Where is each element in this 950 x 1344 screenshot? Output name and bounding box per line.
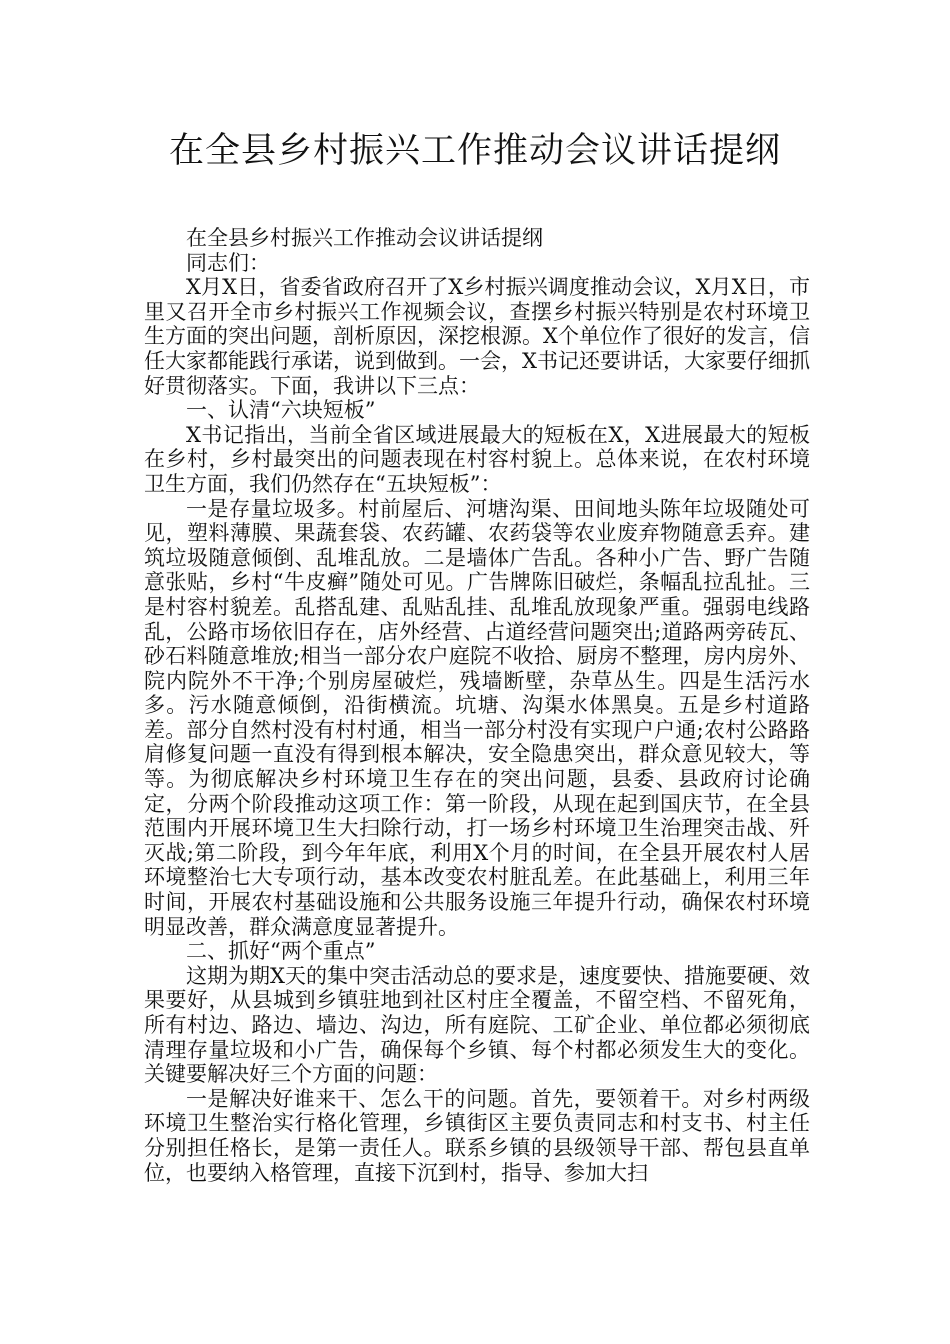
salutation: 同志们： — [186, 250, 270, 275]
body-heading: 在全县乡村振兴工作推动会议讲话提纲 — [186, 226, 543, 250]
document-title: 在全县乡村振兴工作推动会议讲话提纲 — [168, 131, 781, 171]
section-1-paragraph-1: X书记指出，当前全省区域进展最大的短板在X，X进展最大的短板在乡村，乡村最突出的问题表现在村容村貌上。总体来说，在农村环境卫生方面，我们仍然存在“五块短板”： — [144, 422, 810, 496]
section-1-paragraph-2: 一是存量垃圾多。村前屋后、河塘沟渠、田间地头陈年垃圾随处可见，塑料薄膜、果蔬套袋、农药罐、农药袋等农业废弃物随意丢弃。建筑垃圾随意倾倒、乱堆乱放。二是墙体广告乱。各种小广告、野广告随意张贴，乡村“牛皮癣”随处可见。广告牌陈旧破烂，条幅乱拉乱扯。三是村容村貌差。乱搭乱建、乱贴乱挂、乱堆乱放现象严重。强弱电线路乱，公路市场依旧存在，店外经营、占道经营问题突出;道路两旁砖瓦、砂石料随意堆放;相当一部分农户庭院不收拾、厨房不整理，房内房外、院内院外不干净;个别房屋破烂，残墙断壁，杂草丛生。四是生活污水多。污水随意倾倒，沿街横流。坑塘、沟渠水体黑臭。五是乡村道路差。部分自然村没有村村通，相当一部分村没有实现户户通;农村公路路肩修复问题一直没有得到根本解决，安全隐患突出，群众意见较大，等等。为彻底解决乡村环境卫生存在的突出问题，县委、县政府讨论确定，分两个阶段推动这项工作：第一阶段，从现在起到国庆节，在全县范围内开展环境卫生大扫除行动，打一场乡村环境卫生治理突击战、歼灭战;第二阶段，到今年年底，利用X个月的时间，在全县开展农村人居环境整治七大专项行动，基本改变农村脏乱差。在此基础上，利用三年时间，开展农村基础设施和公共服务设施三年提升行动，确保农村环境明显改善，群众满意度显著提升。 — [144, 496, 810, 939]
section-heading-1: 一、认清“六块短板” — [186, 398, 376, 423]
section-heading-2: 二、抓好“两个重点” — [186, 939, 376, 964]
document-body — [144, 226, 810, 1185]
intro-paragraph: X月X日，省委省政府召开了X乡村振兴调度推动会议，X月X日，市里又召开全市乡村振兴工作视频会议，查摆乡村振兴特别是农村环境卫生方面的突出问题，剖析原因，深挖根源。X个单位作了很好的发言，信任大家都能践行承诺，说到做到。一会，X书记还要讲话，大家要仔细抓好贯彻落实。下面，我讲以下三点： — [144, 275, 810, 398]
section-2-paragraph-1: 这期为期X天的集中突击活动总的要求是，速度要快、措施要硬、效果要好，从县城到乡镇驻地到社区村庄全覆盖，不留空档、不留死角，所有村边、路边、墙边、沟边，所有庭院、工矿企业、单位都必须彻底清理存量垃圾和小广告，确保每个乡镇、每个村都必须发生大的变化。关键要解决好三个方面的问题： — [144, 963, 810, 1087]
section-2-paragraph-2: 一是解决好谁来干、怎么干的问题。首先，要领着干。对乡村两级环境卫生整治实行格化管理，乡镇街区主要负责同志和村支书、村主任分别担任格长，是第一责任人。联系乡镇的县级领导干部、帮包县直单位，也要纳入格管理，直接下沉到村，指导、参加大扫 — [144, 1086, 810, 1185]
